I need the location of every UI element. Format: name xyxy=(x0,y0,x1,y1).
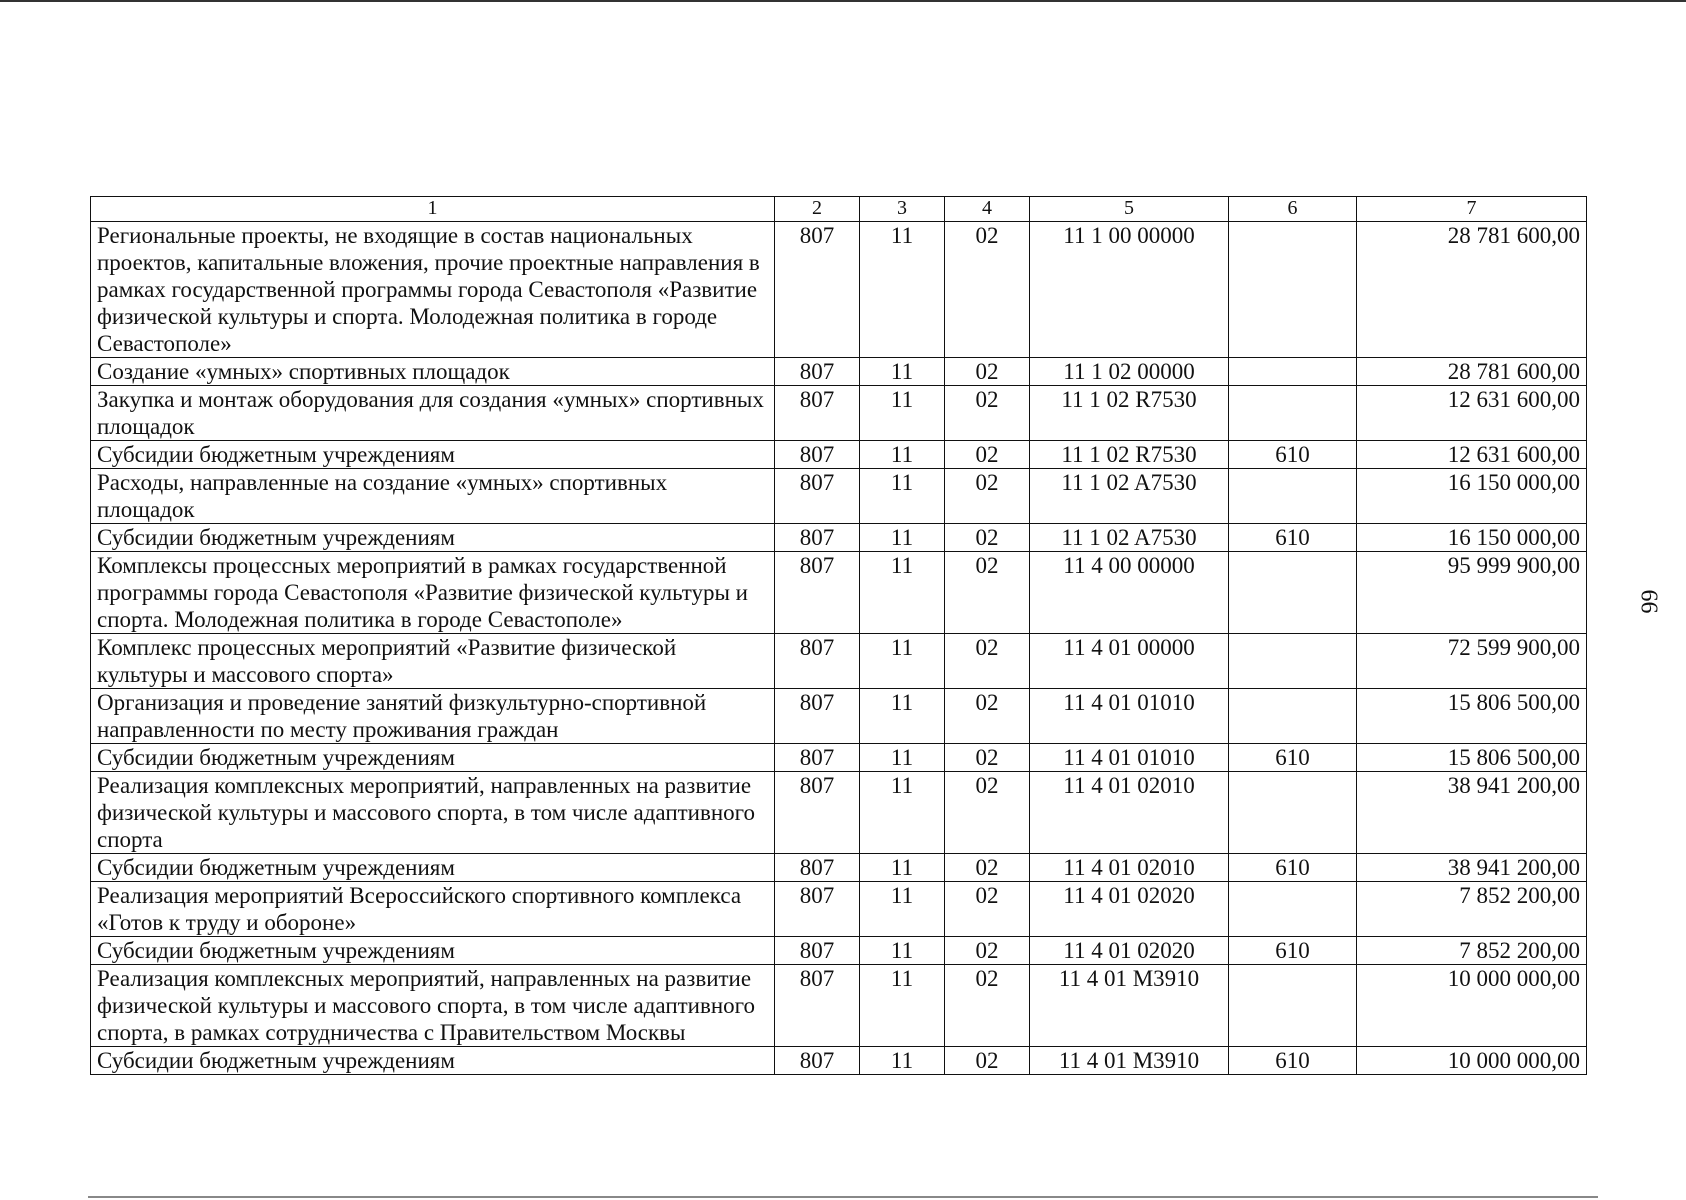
amount-cell: 10 000 000,00 xyxy=(1357,965,1587,1047)
section-code-cell: 11 xyxy=(860,937,945,965)
grbs-code-cell: 807 xyxy=(775,634,860,689)
section-code-cell: 11 xyxy=(860,469,945,524)
table-body xyxy=(91,222,1587,1075)
row-name-cell: Субсидии бюджетным учреждениям xyxy=(91,937,775,965)
row-name-cell: Расходы, направленные на создание «умных» спортивных площадок xyxy=(91,469,775,524)
expense-type-cell xyxy=(1229,634,1357,689)
expense-type-cell: 610 xyxy=(1229,524,1357,552)
subsection-code-cell: 02 xyxy=(945,222,1030,358)
grbs-code-cell: 807 xyxy=(775,772,860,854)
column-header-6: 6 xyxy=(1229,197,1357,222)
subsection-code-cell: 02 xyxy=(945,1047,1030,1075)
table-row xyxy=(91,552,1587,634)
row-name-cell: Комплексы процессных мероприятий в рамках государственной программы города Севастополя «Развитие физической культуры и спорта. Молодежная политика в городе Севастополе» xyxy=(91,552,775,634)
subsection-code-cell: 02 xyxy=(945,358,1030,386)
grbs-code-cell: 807 xyxy=(775,358,860,386)
subsection-code-cell: 02 xyxy=(945,744,1030,772)
table-row xyxy=(91,634,1587,689)
subsection-code-cell: 02 xyxy=(945,965,1030,1047)
amount-cell: 15 806 500,00 xyxy=(1357,689,1587,744)
section-code-cell: 11 xyxy=(860,1047,945,1075)
target-article-cell: 11 1 02 R7530 xyxy=(1030,386,1229,441)
subsection-code-cell: 02 xyxy=(945,634,1030,689)
expense-type-cell xyxy=(1229,689,1357,744)
table-row xyxy=(91,524,1587,552)
amount-cell: 38 941 200,00 xyxy=(1357,772,1587,854)
page-top-edge xyxy=(0,0,1686,2)
table-row xyxy=(91,441,1587,469)
grbs-code-cell: 807 xyxy=(775,386,860,441)
expense-type-cell xyxy=(1229,882,1357,937)
section-code-cell: 11 xyxy=(860,386,945,441)
row-name-cell: Закупка и монтаж оборудования для создания «умных» спортивных площадок xyxy=(91,386,775,441)
expense-type-cell xyxy=(1229,222,1357,358)
table-row xyxy=(91,222,1587,358)
grbs-code-cell: 807 xyxy=(775,744,860,772)
section-code-cell: 11 xyxy=(860,854,945,882)
column-header-7: 7 xyxy=(1357,197,1587,222)
subsection-code-cell: 02 xyxy=(945,882,1030,937)
amount-cell: 7 852 200,00 xyxy=(1357,882,1587,937)
amount-cell: 28 781 600,00 xyxy=(1357,358,1587,386)
target-article-cell: 11 4 01 00000 xyxy=(1030,634,1229,689)
amount-cell: 12 631 600,00 xyxy=(1357,386,1587,441)
grbs-code-cell: 807 xyxy=(775,854,860,882)
subsection-code-cell: 02 xyxy=(945,689,1030,744)
amount-cell: 16 150 000,00 xyxy=(1357,469,1587,524)
expense-type-cell: 610 xyxy=(1229,441,1357,469)
amount-cell: 10 000 000,00 xyxy=(1357,1047,1587,1075)
subsection-code-cell: 02 xyxy=(945,772,1030,854)
budget-table xyxy=(90,196,1587,1075)
target-article-cell: 11 4 01 02010 xyxy=(1030,772,1229,854)
row-name-cell: Региональные проекты, не входящие в состав национальных проектов, капитальные вложения, прочие проектные направления в рамках государственной программы города Севастополя «Развитие физической культуры и спорта. Молодежная политика в городе Севастополе» xyxy=(91,222,775,358)
row-name-cell: Субсидии бюджетным учреждениям xyxy=(91,524,775,552)
target-article-cell: 11 4 01 02020 xyxy=(1030,882,1229,937)
expense-type-cell: 610 xyxy=(1229,1047,1357,1075)
grbs-code-cell: 807 xyxy=(775,552,860,634)
amount-cell: 7 852 200,00 xyxy=(1357,937,1587,965)
grbs-code-cell: 807 xyxy=(775,1047,860,1075)
row-name-cell: Комплекс процессных мероприятий «Развитие физической культуры и массового спорта» xyxy=(91,634,775,689)
section-code-cell: 11 xyxy=(860,222,945,358)
subsection-code-cell: 02 xyxy=(945,937,1030,965)
target-article-cell: 11 4 01 02010 xyxy=(1030,854,1229,882)
table-row xyxy=(91,882,1587,937)
expense-type-cell: 610 xyxy=(1229,937,1357,965)
expense-type-cell xyxy=(1229,772,1357,854)
grbs-code-cell: 807 xyxy=(775,965,860,1047)
target-article-cell: 11 4 00 00000 xyxy=(1030,552,1229,634)
section-code-cell: 11 xyxy=(860,524,945,552)
subsection-code-cell: 02 xyxy=(945,469,1030,524)
target-article-cell: 11 4 01 01010 xyxy=(1030,689,1229,744)
table-row xyxy=(91,937,1587,965)
table-row xyxy=(91,689,1587,744)
section-code-cell: 11 xyxy=(860,744,945,772)
table-row xyxy=(91,469,1587,524)
amount-cell: 12 631 600,00 xyxy=(1357,441,1587,469)
target-article-cell: 11 4 01 01010 xyxy=(1030,744,1229,772)
section-code-cell: 11 xyxy=(860,882,945,937)
expense-type-cell xyxy=(1229,358,1357,386)
table-row xyxy=(91,854,1587,882)
target-article-cell: 11 1 02 A7530 xyxy=(1030,469,1229,524)
table-header-row xyxy=(91,197,1587,222)
row-name-cell: Реализация комплексных мероприятий, направленных на развитие физической культуры и массового спорта, в том числе адаптивного спорта, в рамках сотрудничества с Правительством Москвы xyxy=(91,965,775,1047)
target-article-cell: 11 4 01 02020 xyxy=(1030,937,1229,965)
row-name-cell: Реализация комплексных мероприятий, направленных на развитие физической культуры и массового спорта, в том числе адаптивного спорта xyxy=(91,772,775,854)
expense-type-cell xyxy=(1229,965,1357,1047)
target-article-cell: 11 1 02 00000 xyxy=(1030,358,1229,386)
target-article-cell: 11 4 01 M3910 xyxy=(1030,1047,1229,1075)
grbs-code-cell: 807 xyxy=(775,441,860,469)
target-article-cell: 11 1 02 R7530 xyxy=(1030,441,1229,469)
subsection-code-cell: 02 xyxy=(945,552,1030,634)
grbs-code-cell: 807 xyxy=(775,469,860,524)
subsection-code-cell: 02 xyxy=(945,386,1030,441)
amount-cell: 72 599 900,00 xyxy=(1357,634,1587,689)
table-row xyxy=(91,965,1587,1047)
row-name-cell: Субсидии бюджетным учреждениям xyxy=(91,854,775,882)
amount-cell: 38 941 200,00 xyxy=(1357,854,1587,882)
column-header-4: 4 xyxy=(945,197,1030,222)
grbs-code-cell: 807 xyxy=(775,882,860,937)
section-code-cell: 11 xyxy=(860,358,945,386)
page-number: 66 xyxy=(1635,589,1662,614)
target-article-cell: 11 4 01 M3910 xyxy=(1030,965,1229,1047)
subsection-code-cell: 02 xyxy=(945,524,1030,552)
grbs-code-cell: 807 xyxy=(775,937,860,965)
expense-type-cell xyxy=(1229,552,1357,634)
section-code-cell: 11 xyxy=(860,634,945,689)
amount-cell: 28 781 600,00 xyxy=(1357,222,1587,358)
column-header-2: 2 xyxy=(775,197,860,222)
table-row xyxy=(91,358,1587,386)
section-code-cell: 11 xyxy=(860,965,945,1047)
target-article-cell: 11 1 00 00000 xyxy=(1030,222,1229,358)
expense-type-cell xyxy=(1229,469,1357,524)
table-row xyxy=(91,386,1587,441)
amount-cell: 16 150 000,00 xyxy=(1357,524,1587,552)
section-code-cell: 11 xyxy=(860,689,945,744)
column-header-1: 1 xyxy=(91,197,775,222)
section-code-cell: 11 xyxy=(860,772,945,854)
table-row xyxy=(91,772,1587,854)
amount-cell: 15 806 500,00 xyxy=(1357,744,1587,772)
grbs-code-cell: 807 xyxy=(775,222,860,358)
table-row xyxy=(91,744,1587,772)
subsection-code-cell: 02 xyxy=(945,854,1030,882)
row-name-cell: Создание «умных» спортивных площадок xyxy=(91,358,775,386)
row-name-cell: Организация и проведение занятий физкультурно-спортивной направленности по месту проживания граждан xyxy=(91,689,775,744)
row-name-cell: Субсидии бюджетным учреждениям xyxy=(91,1047,775,1075)
target-article-cell: 11 1 02 A7530 xyxy=(1030,524,1229,552)
grbs-code-cell: 807 xyxy=(775,524,860,552)
amount-cell: 95 999 900,00 xyxy=(1357,552,1587,634)
column-header-3: 3 xyxy=(860,197,945,222)
row-name-cell: Реализация мероприятий Всероссийского спортивного комплекса «Готов к труду и обороне» xyxy=(91,882,775,937)
expense-type-cell: 610 xyxy=(1229,744,1357,772)
column-header-5: 5 xyxy=(1030,197,1229,222)
section-code-cell: 11 xyxy=(860,441,945,469)
row-name-cell: Субсидии бюджетным учреждениям xyxy=(91,441,775,469)
subsection-code-cell: 02 xyxy=(945,441,1030,469)
section-code-cell: 11 xyxy=(860,552,945,634)
expense-type-cell: 610 xyxy=(1229,854,1357,882)
table-row xyxy=(91,1047,1587,1075)
expense-type-cell xyxy=(1229,386,1357,441)
row-name-cell: Субсидии бюджетным учреждениям xyxy=(91,744,775,772)
grbs-code-cell: 807 xyxy=(775,689,860,744)
page-bottom-edge xyxy=(88,1196,1598,1198)
